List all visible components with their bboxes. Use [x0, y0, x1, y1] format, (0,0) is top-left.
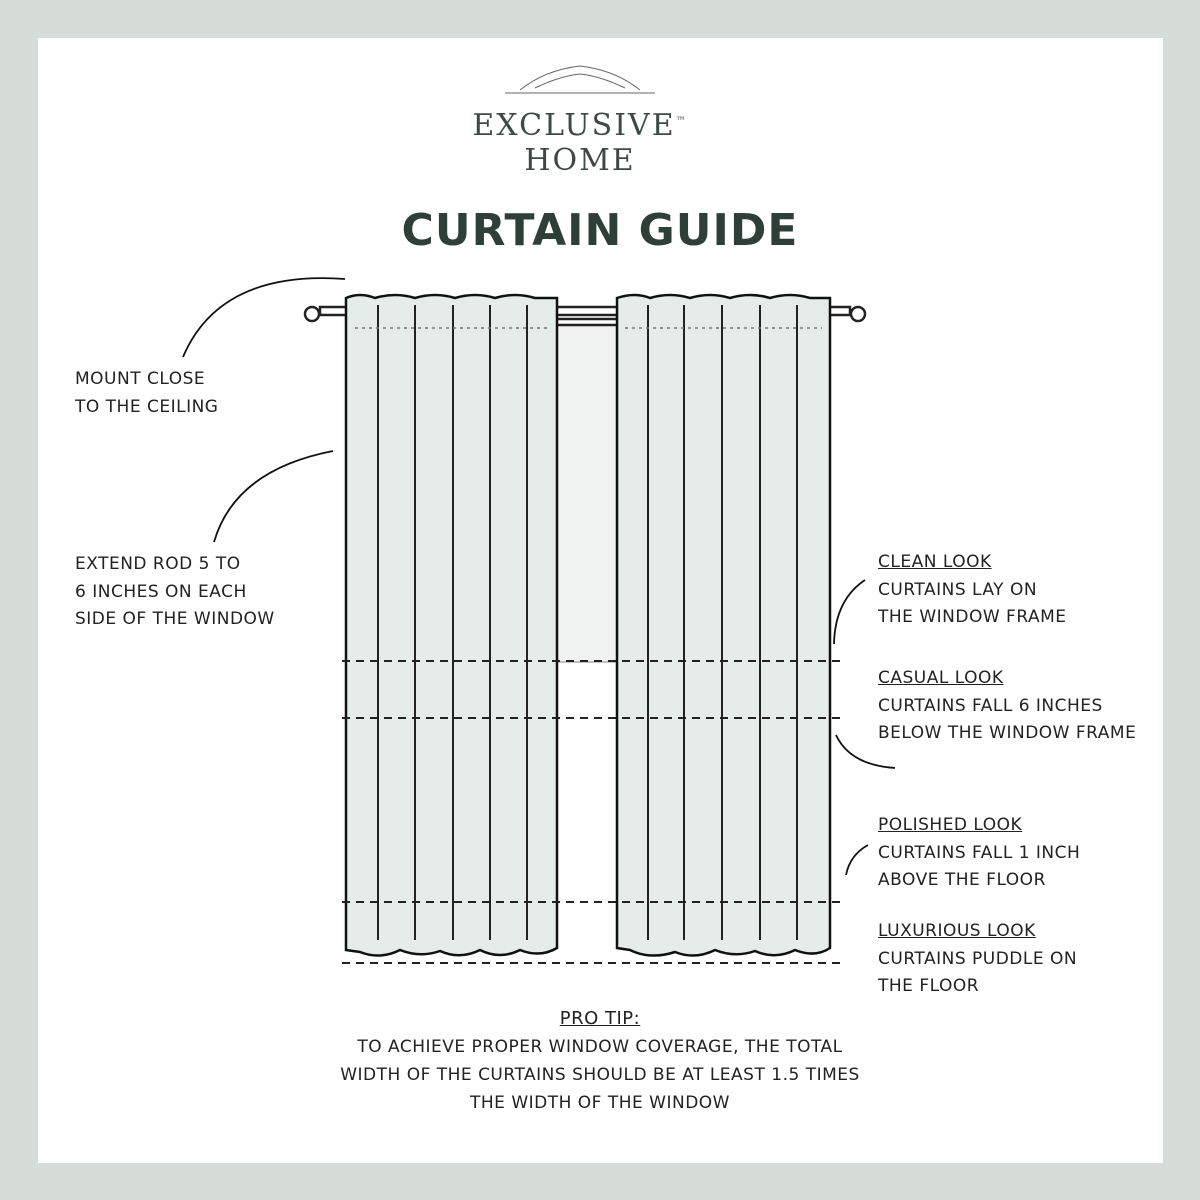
- note-clean-look: [878, 549, 1066, 632]
- note-polished-look: [878, 812, 1080, 895]
- note-line: EXTEND ROD 5 TO: [75, 554, 241, 574]
- note-luxurious-look: [878, 918, 1077, 1001]
- note-heading: CLEAN LOOK: [878, 552, 992, 572]
- note-mount: [75, 366, 218, 421]
- note-heading: CASUAL LOOK: [878, 668, 1004, 688]
- page-title: CURTAIN GUIDE: [401, 205, 799, 256]
- note-line: MOUNT CLOSE: [75, 369, 206, 389]
- note-line: CURTAINS LAY ON: [878, 579, 1038, 600]
- note-line: CURTAINS PUDDLE ON: [878, 948, 1078, 969]
- note-line: 6 INCHES ON EACH: [75, 581, 247, 602]
- pro-tip-line: THE WIDTH OF THE WINDOW: [470, 1093, 730, 1113]
- note-line: THE FLOOR: [878, 976, 980, 996]
- note-extend-rod: [75, 551, 275, 634]
- brand-line2: HOME: [524, 143, 636, 178]
- logo-crown-icon: [505, 66, 655, 93]
- brand-line1: EXCLUSIVE™: [472, 108, 688, 143]
- note-line: THE WINDOW FRAME: [878, 607, 1067, 627]
- window: [557, 325, 617, 662]
- pro-tip-heading: PRO TIP:: [559, 1008, 641, 1029]
- pro-tip-line: WIDTH OF THE CURTAINS SHOULD BE AT LEAST 1.5 TIMES: [340, 1065, 860, 1085]
- note-line: BELOW THE WINDOW FRAME: [878, 723, 1137, 743]
- note-casual-look: [878, 665, 1136, 748]
- note-heading: POLISHED LOOK: [878, 815, 1023, 835]
- note-line: CURTAINS FALL 1 INCH: [878, 842, 1081, 863]
- note-heading: LUXURIOUS LOOK: [878, 921, 1036, 941]
- note-line: TO THE CEILING: [75, 396, 219, 417]
- note-line: ABOVE THE FLOOR: [878, 870, 1046, 890]
- note-line: SIDE OF THE WINDOW: [75, 609, 275, 629]
- note-line: CURTAINS FALL 6 INCHES: [878, 695, 1103, 716]
- pro-tip: [250, 1005, 950, 1117]
- pro-tip-line: TO ACHIEVE PROPER WINDOW COVERAGE, THE TOTAL: [357, 1037, 843, 1057]
